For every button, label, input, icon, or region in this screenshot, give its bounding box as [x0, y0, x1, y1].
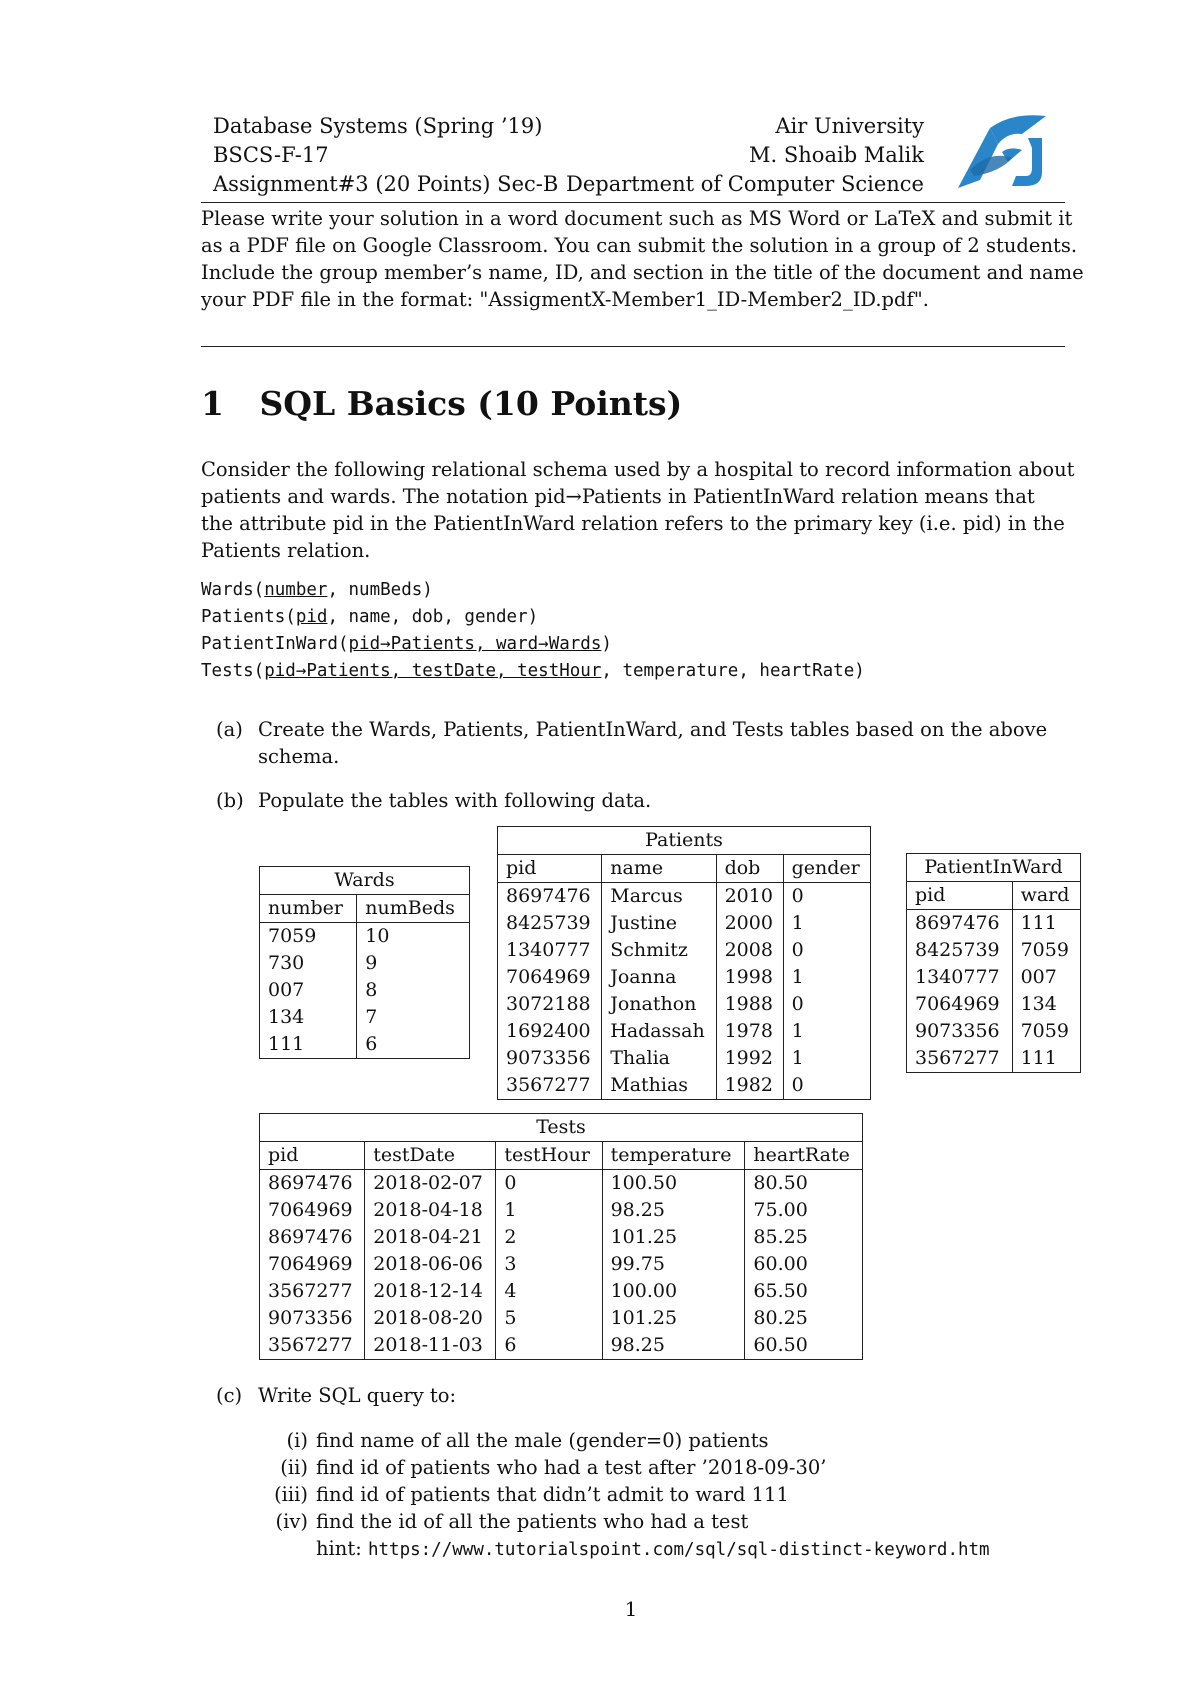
department: Department of Computer Science	[566, 172, 924, 196]
table-row: 8697476 2018-04-21 2 101.25 85.25	[260, 1224, 863, 1251]
table-row: 7064969 2018-06-06 3 99.75 60.00	[260, 1251, 863, 1278]
table-row: 1340777 Schmitz 2008 0	[498, 937, 871, 964]
column-header: number	[260, 895, 357, 923]
task-c-label: (c)	[216, 1384, 243, 1407]
task-b-label: (b)	[216, 789, 244, 812]
column-header: testHour	[496, 1142, 602, 1170]
column-header: testDate	[365, 1142, 496, 1170]
section-heading	[201, 384, 682, 423]
page-number: 1	[624, 1597, 638, 1621]
table-row: 111 6	[260, 1031, 470, 1059]
university: Air University	[775, 114, 924, 138]
patientinward-table	[906, 853, 1081, 1073]
table-row: 3567277 Mathias 1982 0	[498, 1072, 871, 1100]
patients-table	[497, 826, 871, 1100]
table-row: 8425739 7059	[907, 937, 1081, 964]
table-row: 8697476 2018-02-07 0 100.50 80.50	[260, 1170, 863, 1198]
intro-line: patients and wards. The notation pid→Patients in PatientInWard relation means that	[201, 485, 1035, 508]
table-row: 9073356 2018-08-20 5 101.25 80.25	[260, 1305, 863, 1332]
table-row: 1692400 Hadassah 1978 1	[498, 1018, 871, 1045]
column-header: ward	[1012, 882, 1080, 910]
column-header: name	[602, 855, 716, 883]
table-row: 8425739 Justine 2000 1	[498, 910, 871, 937]
task-c-text: Write SQL query to:	[258, 1384, 457, 1407]
table-row: 7064969 Joanna 1998 1	[498, 964, 871, 991]
table-row: 007 8	[260, 977, 470, 1004]
task-a-text: Create the Wards, Patients, PatientInWard, and Tests tables based on the above schema.	[258, 718, 1048, 768]
table-row: 134 7	[260, 1004, 470, 1031]
instruction-line: Include the group member’s name, ID, and section in the title of the document and name	[201, 261, 1084, 284]
column-header: pid	[907, 882, 1013, 910]
table-row: 8697476 111	[907, 910, 1081, 938]
schema-wards: Wards(number, numBeds)	[201, 580, 433, 600]
section-number: 1	[201, 384, 224, 423]
table-row: 730 9	[260, 950, 470, 977]
instruction-line: your PDF file in the format: "AssigmentX-Member1_ID-Member2_ID.pdf".	[201, 288, 929, 311]
intro-paragraph	[201, 456, 1075, 564]
intro-line: Consider the following relational schema used by a hospital to record information about	[201, 458, 1075, 481]
query-list	[258, 1427, 1058, 1564]
query-item: (ii) find id of patients who had a test after ’2018-09-30’	[280, 1456, 827, 1479]
column-header: dob	[716, 855, 783, 883]
column-header: temperature	[602, 1142, 745, 1170]
table-row: 3072188 Jonathon 1988 0	[498, 991, 871, 1018]
wards-table	[259, 866, 470, 1059]
schema-patientinward: PatientInWard(pid→Patients, ward→Wards)	[201, 634, 612, 654]
column-header: pid	[260, 1142, 365, 1170]
table-row: 3567277 2018-11-03 6 98.25 60.50	[260, 1332, 863, 1360]
table-row: 7059 10	[260, 923, 470, 951]
table-caption: PatientInWard	[907, 854, 1081, 882]
table-caption: Tests	[260, 1114, 863, 1142]
hint-line: hint: https://www.tutorialspoint.com/sql/sql-distinct-keyword.htm	[316, 1537, 990, 1560]
university-logo	[950, 110, 1050, 192]
table-row: 3567277 111	[907, 1045, 1081, 1073]
intro-line: Patients relation.	[201, 539, 371, 562]
column-header: numBeds	[357, 895, 470, 923]
schema-block	[201, 577, 865, 685]
query-item: (i) find name of all the male (gender=0) patients	[286, 1429, 769, 1452]
instructions	[201, 205, 1084, 313]
table-row: 9073356 7059	[907, 1018, 1081, 1045]
column-header: pid	[498, 855, 602, 883]
instruction-line: Please write your solution in a word document such as MS Word or LaTeX and submit it	[201, 207, 1073, 230]
section-title: SQL Basics (10 Points)	[259, 384, 683, 423]
section-rule	[201, 346, 1065, 347]
query-item: (iv) find the id of all the patients who had a test	[275, 1510, 749, 1533]
instructor: M. Shoaib Malik	[749, 143, 924, 167]
intro-line: the attribute pid in the PatientInWard relation refers to the primary key (i.e. pid) in the	[201, 512, 1065, 535]
table-row: 9073356 Thalia 1992 1	[498, 1045, 871, 1072]
table-caption: Patients	[498, 827, 871, 855]
table-caption: Wards	[260, 867, 470, 895]
course-title: Database Systems (Spring ’19)	[213, 114, 543, 138]
hint-link[interactable]: https://www.tutorialspoint.com/sql/sql-distinct-keyword.htm	[367, 1540, 990, 1560]
schema-patients: Patients(pid, name, dob, gender)	[201, 607, 539, 627]
program: BSCS-F-17	[213, 143, 329, 167]
table-row: 3567277 2018-12-14 4 100.00 65.50	[260, 1278, 863, 1305]
task-b-text: Populate the tables with following data.	[258, 789, 652, 812]
instruction-line: as a PDF file on Google Classroom. You can submit the solution in a group of 2 students.	[201, 234, 1078, 257]
query-item: (iii) find id of patients that didn’t admit to ward 111	[274, 1483, 789, 1506]
column-header: heartRate	[745, 1142, 863, 1170]
task-a-label: (a)	[216, 718, 243, 741]
schema-tests: Tests(pid→Patients, testDate, testHour, temperature, heartRate)	[201, 661, 865, 681]
table-row: 7064969 134	[907, 991, 1081, 1018]
table-row: 1340777 007	[907, 964, 1081, 991]
assignment-title: Assignment#3 (20 Points) Sec-B	[213, 172, 559, 196]
tests-table	[259, 1113, 863, 1360]
table-row: 8697476 Marcus 2010 0	[498, 883, 871, 911]
header-rule	[201, 202, 1065, 203]
column-header: gender	[783, 855, 870, 883]
table-row: 7064969 2018-04-18 1 98.25 75.00	[260, 1197, 863, 1224]
